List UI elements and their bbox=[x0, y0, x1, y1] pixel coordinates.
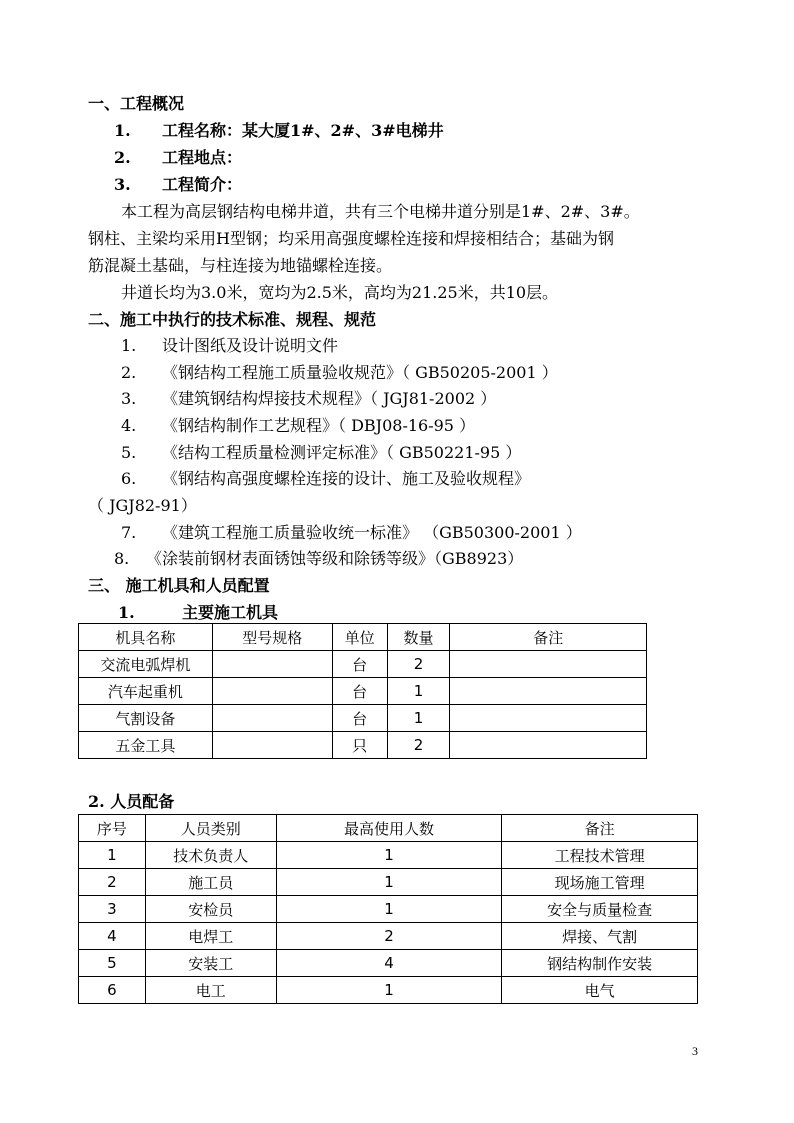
equipment-cell: 只 bbox=[332, 732, 387, 759]
s2-item-1-text: 设计图纸及设计说明文件 bbox=[162, 336, 339, 355]
equipment-cell: 五金工具 bbox=[79, 732, 213, 759]
equipment-cell bbox=[212, 732, 332, 759]
staff-header-cell: 备注 bbox=[502, 815, 698, 842]
staff-cell: 焊接、气割 bbox=[502, 923, 698, 950]
s2-item-6-continuation: （ JGJ82-91） bbox=[88, 496, 197, 515]
staff-cell: 5 bbox=[79, 950, 146, 977]
staff-cell: 1 bbox=[276, 869, 502, 896]
s2-item-5-text: 《结构工程质量检测评定标准》（ GB50221-95 ） bbox=[162, 443, 522, 462]
staff-table bbox=[78, 814, 698, 1004]
s1-item-3-text: 工程简介： bbox=[162, 175, 243, 194]
s2-item-2-num: 2. bbox=[121, 363, 137, 382]
staff-cell: 电焊工 bbox=[145, 923, 276, 950]
staff-cell: 安装工 bbox=[145, 950, 276, 977]
intro-line-3: 筋混凝土基础，与柱连接为地锚螺栓连接。 bbox=[88, 256, 393, 275]
equipment-header-cell: 备注 bbox=[450, 624, 647, 651]
s2-item-3-num: 3. bbox=[121, 389, 137, 408]
equipment-header-cell: 单位 bbox=[332, 624, 387, 651]
staff-cell: 2 bbox=[79, 869, 146, 896]
staff-cell: 电气 bbox=[502, 977, 698, 1004]
staff-cell: 电工 bbox=[145, 977, 276, 1004]
equipment-cell bbox=[450, 678, 647, 705]
table-row bbox=[79, 705, 647, 732]
s2-item-4-text: 《钢结构制作工艺规程》（ DBJ08-16-95 ） bbox=[162, 416, 476, 435]
equipment-header-cell: 型号规格 bbox=[212, 624, 332, 651]
s1-item-2-text: 工程地点： bbox=[162, 148, 243, 167]
s3-sub2-title: 2. 人员配备 bbox=[88, 792, 175, 811]
equipment-cell: 汽车起重机 bbox=[79, 678, 213, 705]
equipment-cell: 气割设备 bbox=[79, 705, 213, 732]
table-row bbox=[79, 923, 698, 950]
staff-header-cell: 人员类别 bbox=[145, 815, 276, 842]
s3-sub1-num: 1. bbox=[118, 603, 135, 622]
table-row bbox=[79, 977, 698, 1004]
section-1-heading: 一、工程概况 bbox=[88, 94, 185, 113]
staff-cell: 工程技术管理 bbox=[502, 842, 698, 869]
staff-cell: 技术负责人 bbox=[145, 842, 276, 869]
staff-cell: 4 bbox=[276, 950, 502, 977]
table-row bbox=[79, 651, 647, 678]
s2-item-3-text: 《建筑钢结构焊接技术规程》（ JGJ81-2002 ） bbox=[162, 389, 497, 408]
staff-cell: 安检员 bbox=[145, 896, 276, 923]
table-row bbox=[79, 815, 698, 842]
equipment-cell: 台 bbox=[332, 651, 387, 678]
equipment-cell: 2 bbox=[387, 732, 450, 759]
staff-cell: 6 bbox=[79, 977, 146, 1004]
s1-item-3-num: 3. bbox=[114, 175, 131, 194]
table-row bbox=[79, 896, 698, 923]
s2-item-6-num: 6. bbox=[121, 469, 137, 488]
table-row bbox=[79, 842, 698, 869]
staff-cell: 钢结构制作安装 bbox=[502, 950, 698, 977]
s1-item-1-num: 1. bbox=[114, 121, 131, 140]
intro-line-2: 钢柱、主梁均采用H型钢；均采用高强度螺栓连接和焊接相结合；基础为钢 bbox=[88, 229, 614, 248]
staff-cell: 2 bbox=[276, 923, 502, 950]
equipment-cell: 1 bbox=[387, 705, 450, 732]
equipment-cell: 1 bbox=[387, 678, 450, 705]
staff-cell: 安全与质量检查 bbox=[502, 896, 698, 923]
equipment-cell: 台 bbox=[332, 678, 387, 705]
table-row bbox=[79, 732, 647, 759]
s2-item-8-num: 8. bbox=[114, 549, 130, 568]
table-row bbox=[79, 624, 647, 651]
s1-item-1-text: 工程名称：某大厦1#、2#、3#电梯井 bbox=[162, 121, 444, 140]
equipment-cell bbox=[450, 705, 647, 732]
intro-line-4: 井道长均为3.0米，宽均为2.5米，高均为21.25米，共10层。 bbox=[121, 283, 559, 302]
equipment-header-cell: 机具名称 bbox=[79, 624, 213, 651]
table-row bbox=[79, 678, 647, 705]
staff-cell: 1 bbox=[276, 977, 502, 1004]
section-2-heading: 二、施工中执行的技术标准、规程、规范 bbox=[88, 310, 377, 329]
page-number: 3 bbox=[692, 1044, 698, 1058]
equipment-cell: 交流电弧焊机 bbox=[79, 651, 213, 678]
s2-item-4-num: 4. bbox=[121, 416, 137, 435]
staff-cell: 3 bbox=[79, 896, 146, 923]
staff-header-cell: 序号 bbox=[79, 815, 146, 842]
equipment-cell bbox=[212, 678, 332, 705]
staff-cell: 1 bbox=[79, 842, 146, 869]
equipment-cell: 台 bbox=[332, 705, 387, 732]
staff-cell: 施工员 bbox=[145, 869, 276, 896]
s2-item-5-num: 5. bbox=[121, 443, 137, 462]
equipment-header-cell: 数量 bbox=[387, 624, 450, 651]
staff-cell: 4 bbox=[79, 923, 146, 950]
intro-line-1: 本工程为高层钢结构电梯井道，共有三个电梯井道分别是1#、2#、3#。 bbox=[121, 202, 640, 221]
s1-item-2-num: 2. bbox=[114, 148, 131, 167]
s2-item-1-num: 1. bbox=[121, 336, 137, 355]
table-row bbox=[79, 950, 698, 977]
s2-item-7-num: 7. bbox=[121, 523, 137, 542]
section-3-heading: 三、 施工机具和人员配置 bbox=[88, 576, 270, 595]
s2-item-7-text: 《建筑工程施工质量验收统一标准》 （GB50300-2001 ） bbox=[162, 523, 582, 542]
s2-item-8-text: 《涂装前钢材表面锈蚀等级和除锈等级》（GB8923） bbox=[146, 549, 524, 568]
s3-sub1-title: 主要施工机具 bbox=[182, 603, 279, 622]
equipment-cell: 2 bbox=[387, 651, 450, 678]
table-row bbox=[79, 869, 698, 896]
staff-cell: 1 bbox=[276, 842, 502, 869]
equipment-cell bbox=[450, 732, 647, 759]
s2-item-6-text: 《钢结构高强度螺栓连接的设计、施工及验收规程》 bbox=[162, 469, 531, 488]
s2-item-2-text: 《钢结构工程施工质量验收规范》（ GB50205-2001 ） bbox=[162, 363, 558, 382]
staff-header-cell: 最高使用人数 bbox=[276, 815, 502, 842]
equipment-cell bbox=[450, 651, 647, 678]
equipment-cell bbox=[212, 651, 332, 678]
equipment-table bbox=[78, 623, 647, 759]
staff-cell: 现场施工管理 bbox=[502, 869, 698, 896]
equipment-cell bbox=[212, 705, 332, 732]
staff-cell: 1 bbox=[276, 896, 502, 923]
